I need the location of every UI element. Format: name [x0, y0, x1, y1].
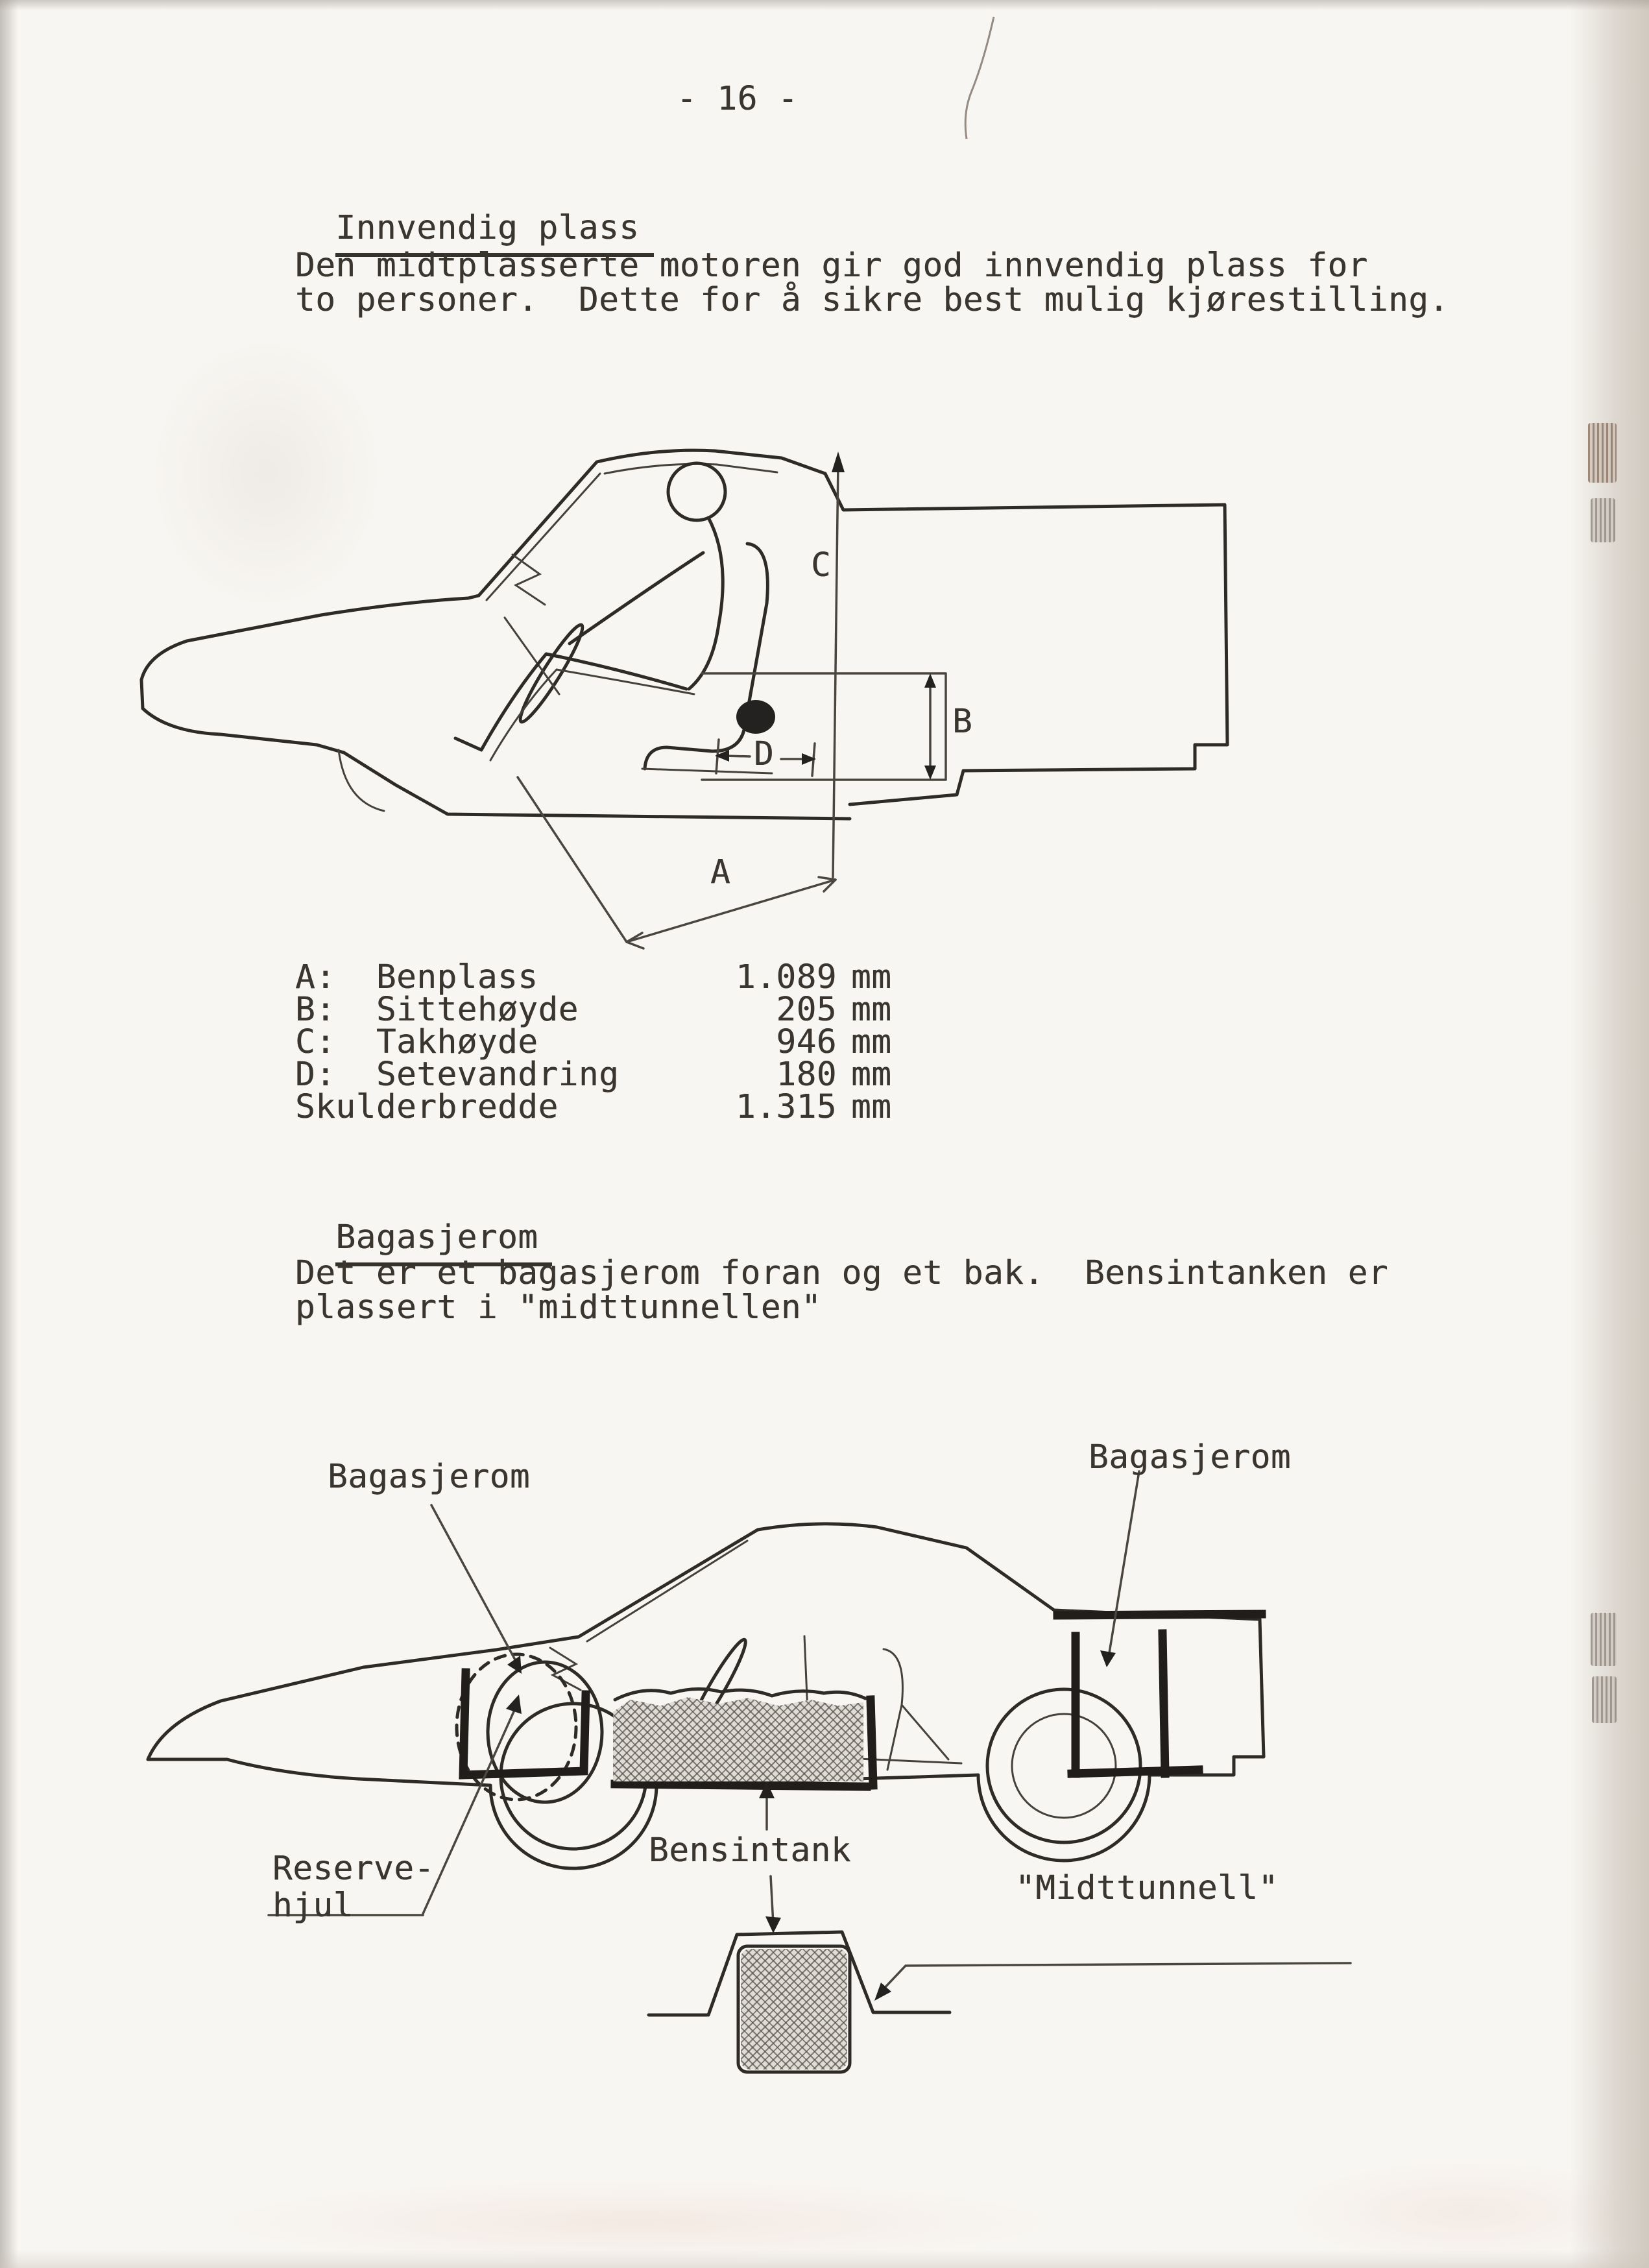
dimension-unit: mm	[851, 1023, 892, 1061]
dimension-unit: mm	[851, 958, 892, 996]
dimension-value: 1.089	[735, 958, 837, 996]
table-row	[295, 1088, 944, 1126]
binding-mark	[1588, 423, 1617, 483]
table-row	[295, 958, 944, 996]
binding-mark	[1591, 498, 1615, 542]
fuel-tank-outline	[615, 1689, 865, 1700]
paper-stain	[1284, 2160, 1648, 2264]
section-heading-innvendig-plass	[295, 176, 654, 257]
dimension-label: B: Sittehøyde	[295, 991, 579, 1029]
dimension-value: 1.315	[735, 1088, 837, 1126]
label-fuel-tank: Bensintank	[649, 1831, 852, 1870]
hip-point-marker	[736, 700, 775, 734]
dimension-unit: mm	[851, 991, 892, 1029]
dimension-label-c: C	[811, 546, 832, 585]
dimension-label-d: D	[754, 735, 775, 773]
seat-outline	[642, 544, 775, 773]
scan-edge-bottom	[0, 2250, 1649, 2268]
dimension-label-b: B	[952, 703, 973, 741]
dimension-label-a: A	[710, 853, 731, 891]
fuel-tank-shading	[613, 1695, 863, 1781]
label-front-trunk: Bagasjerom	[328, 1458, 531, 1496]
binding-mark	[1592, 1676, 1617, 1723]
dimension-label: A: Benplass	[295, 958, 538, 996]
dimension-unit: mm	[851, 1056, 892, 1094]
page-curl-shadow	[1570, 0, 1649, 2268]
label-spare-wheel	[272, 1850, 435, 1924]
tunnel-tank-shading	[741, 1949, 847, 2069]
label-spare-line2: hjul	[272, 1887, 354, 1925]
seating-diagram	[123, 389, 1252, 960]
dimension-value: 180	[776, 1056, 837, 1094]
label-rear-trunk: Bagasjerom	[1089, 1438, 1292, 1477]
label-tunnel: "Midttunnell"	[1015, 1869, 1279, 1907]
dimension-label: Skulderbredde	[295, 1088, 559, 1126]
dimension-label: C: Takhøyde	[295, 1023, 538, 1061]
paragraph-bagasjerom-line1: Det er et bagasjerom foran og et bak. Bensintanken er	[295, 1254, 1389, 1292]
scan-edge-left	[0, 0, 18, 2268]
page-number: - 16 -	[677, 80, 799, 118]
section-heading-text: Bagasjerom	[335, 1220, 552, 1266]
paragraph-bagasjerom-line2: plassert i "midttunnellen"	[295, 1288, 822, 1327]
dimension-unit: mm	[851, 1088, 892, 1126]
binding-mark	[1591, 1613, 1617, 1666]
label-spare-line1: Reserve-	[272, 1850, 435, 1888]
dimension-table	[295, 958, 944, 1126]
table-row	[295, 991, 944, 1029]
table-row	[295, 1023, 944, 1061]
scan-edge-top	[0, 0, 1649, 10]
table-row	[295, 1056, 944, 1094]
dimension-value: 205	[776, 991, 837, 1029]
paper-stain	[214, 2180, 1057, 2264]
fold-scratch-line	[934, 12, 1038, 148]
dimension-label: D: Setevandring	[295, 1056, 620, 1094]
driver-figure	[455, 463, 775, 760]
dimension-value: 946	[776, 1023, 837, 1061]
dimension-annotations	[518, 452, 946, 948]
paragraph-innvendig-line2: to personer. Dette for å sikre best mulig kjørestilling.	[295, 281, 1449, 319]
spare-wheel	[457, 1654, 602, 1802]
paragraph-innvendig-line1: Den midtplasserte motoren gir god innvendig plass for	[295, 247, 1368, 285]
car-body-outline	[141, 450, 1227, 819]
section-heading-text: Innvendig plass	[335, 211, 653, 257]
